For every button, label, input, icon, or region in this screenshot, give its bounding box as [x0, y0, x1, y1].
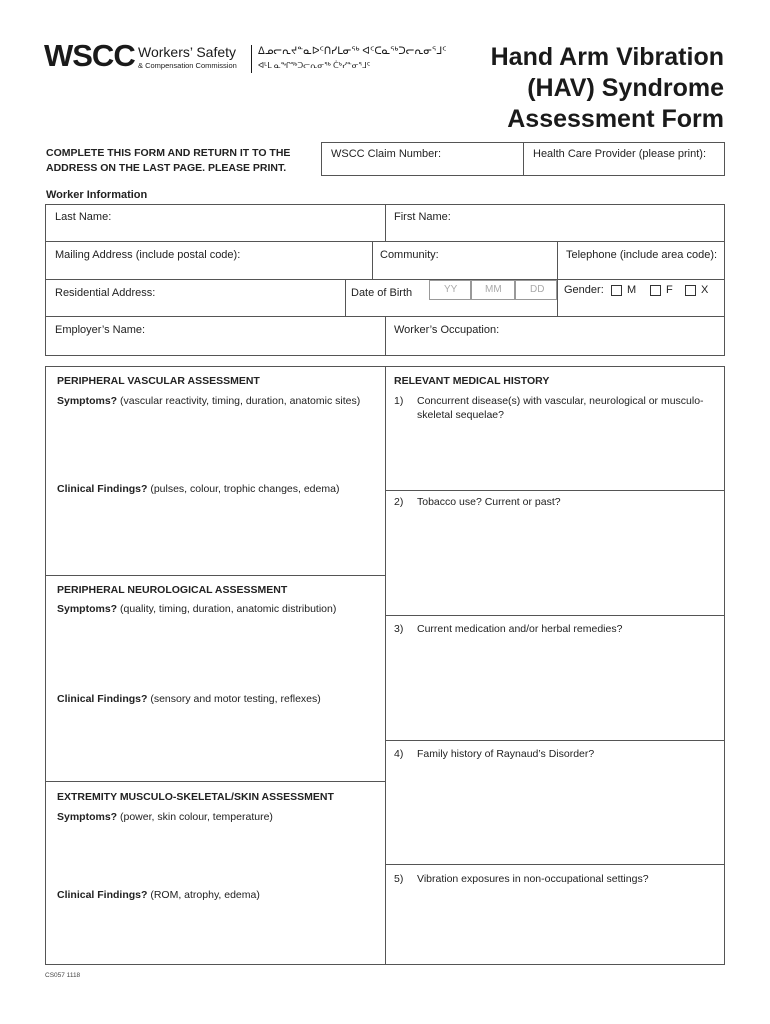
form-code: CS057 1118: [45, 972, 81, 979]
logo-divider: [251, 45, 252, 73]
vascular-findings-text: (pulses, colour, trophic changes, edema): [147, 483, 340, 495]
neuro-symptoms-text: (quality, timing, duration, anatomic distribution): [117, 603, 337, 615]
neuro-assessment-title: PERIPHERAL NEUROLOGICAL ASSESSMENT: [57, 584, 288, 596]
neuro-symptoms-bold: Symptoms?: [57, 603, 118, 615]
claim-number-field[interactable]: WSCC Claim Number:: [331, 148, 442, 160]
history-item-num-1: 1): [394, 395, 404, 407]
vascular-symptoms-bold: Symptoms?: [57, 395, 118, 407]
col-divider-r1: [385, 204, 386, 241]
col-divider-r2b: [557, 241, 558, 279]
gender-f-checkbox[interactable]: [650, 285, 661, 296]
gender-label: Gender:: [564, 284, 604, 296]
history-item-num-3: 3): [394, 623, 404, 635]
right-divider-3: [385, 740, 725, 741]
history-item-1-field[interactable]: Concurrent disease(s) with vascular, neurological or musculo-skeletal sequelae?: [417, 395, 704, 421]
medical-history-title: RELEVANT MEDICAL HISTORY: [394, 375, 550, 387]
claim-divider: [523, 142, 524, 176]
col-divider-r3a: [345, 279, 346, 316]
msk-findings-field[interactable]: [57, 888, 377, 902]
history-item-3-field[interactable]: Current medication and/or herbal remedies?: [417, 623, 623, 635]
assessment-center-divider: [385, 366, 386, 965]
worker-info-title: Worker Information: [46, 189, 148, 201]
gender-f-label: F: [666, 284, 673, 296]
history-item-num-2: 2): [394, 496, 404, 508]
health-care-provider-field[interactable]: Health Care Provider (please print):: [533, 148, 707, 160]
employer-name-field[interactable]: Employer’s Name:: [55, 324, 146, 336]
worker-row-divider-2: [45, 279, 725, 280]
msk-symptoms-field[interactable]: [57, 810, 377, 824]
neuro-findings-field[interactable]: [57, 692, 377, 706]
dob-dd-placeholder: DD: [530, 284, 545, 295]
history-item-num-4: 4): [394, 748, 404, 760]
msk-symptoms-text: (power, skin colour, temperature): [117, 811, 273, 823]
wscc-logo-abbr: WSCC: [44, 38, 135, 73]
right-divider-1: [385, 490, 725, 491]
msk-findings-text: (ROM, atrophy, edema): [147, 889, 260, 901]
vascular-findings-field[interactable]: [57, 482, 377, 496]
logo-syllabics-line1: ᐃᓄᓕᕆᔪᓐᓇᐅᑦᑎᓯᒪᓂᖅ ᐊᑦᑕᓇᖅᑐᓕᕆᓂᕐᒧᑦ: [258, 46, 447, 57]
history-item-num-5: 5): [394, 873, 404, 885]
col-divider-r3b: [557, 279, 558, 316]
title-line-2: (HAV) Syndrome: [527, 74, 724, 102]
right-divider-4: [385, 864, 725, 865]
neuro-symptoms-field[interactable]: [57, 602, 377, 616]
gender-x-label: X: [701, 284, 709, 296]
community-field[interactable]: Community:: [380, 249, 439, 261]
history-item-4-field[interactable]: Family history of Raynaud’s Disorder?: [417, 748, 595, 760]
msk-assessment-title: EXTREMITY MUSCULO-SKELETAL/SKIN ASSESSMENT: [57, 791, 334, 803]
gender-x-checkbox[interactable]: [685, 285, 696, 296]
history-item-2-field[interactable]: Tobacco use? Current or past?: [417, 496, 561, 508]
vascular-symptoms-text: (vascular reactivity, timing, duration, anatomic sites): [117, 395, 361, 407]
dob-mm-placeholder: MM: [485, 284, 502, 295]
gender-m-checkbox[interactable]: [611, 285, 622, 296]
worker-occupation-field[interactable]: Worker’s Occupation:: [394, 324, 500, 336]
vascular-assessment-title: PERIPHERAL VASCULAR ASSESSMENT: [57, 375, 260, 387]
msk-symptoms-bold: Symptoms?: [57, 811, 118, 823]
history-item-5-field[interactable]: Vibration exposures in non-occupational settings?: [417, 873, 649, 885]
title-line-3: Assessment Form: [507, 105, 724, 133]
last-name-field[interactable]: Last Name:: [55, 211, 112, 223]
right-divider-2: [385, 615, 725, 616]
neuro-findings-text: (sensory and motor testing, reflexes): [147, 693, 321, 705]
mailing-address-field[interactable]: Mailing Address (include postal code):: [55, 249, 241, 261]
wscc-logo-name: Workers’ Safety: [138, 44, 237, 60]
worker-row-divider-1: [45, 241, 725, 242]
residential-address-field[interactable]: Residential Address:: [55, 287, 156, 299]
gender-m-label: M: [627, 284, 637, 296]
col-divider-r2a: [372, 241, 373, 279]
logo-syllabics-line2: ᐊᒻᒪ ᓇᖏᖅᑐᓕᕆᓂᖅ ᑖᒃᓯᓐᓂᕐᒧᑦ: [258, 61, 371, 70]
first-name-field[interactable]: First Name:: [394, 211, 451, 223]
telephone-field[interactable]: Telephone (include area code):: [566, 249, 718, 261]
wscc-logo-subtitle: & Compensation Commission: [138, 61, 237, 70]
neuro-findings-bold: Clinical Findings?: [57, 693, 148, 705]
title-line-1: Hand Arm Vibration: [490, 43, 724, 71]
vascular-symptoms-field[interactable]: [57, 394, 367, 408]
msk-findings-bold: Clinical Findings?: [57, 889, 148, 901]
dob-yy-placeholder: YY: [444, 284, 458, 295]
left-divider-2: [45, 781, 385, 782]
col-divider-r4: [385, 316, 386, 356]
dob-label: Date of Birth: [351, 287, 413, 299]
form-instructions: COMPLETE THIS FORM AND RETURN IT TO THE ADDRESS ON THE LAST PAGE. PLEASE PRINT.: [46, 147, 291, 174]
form-title: [491, 42, 724, 135]
vascular-findings-bold: Clinical Findings?: [57, 483, 148, 495]
left-divider-1: [45, 575, 385, 576]
